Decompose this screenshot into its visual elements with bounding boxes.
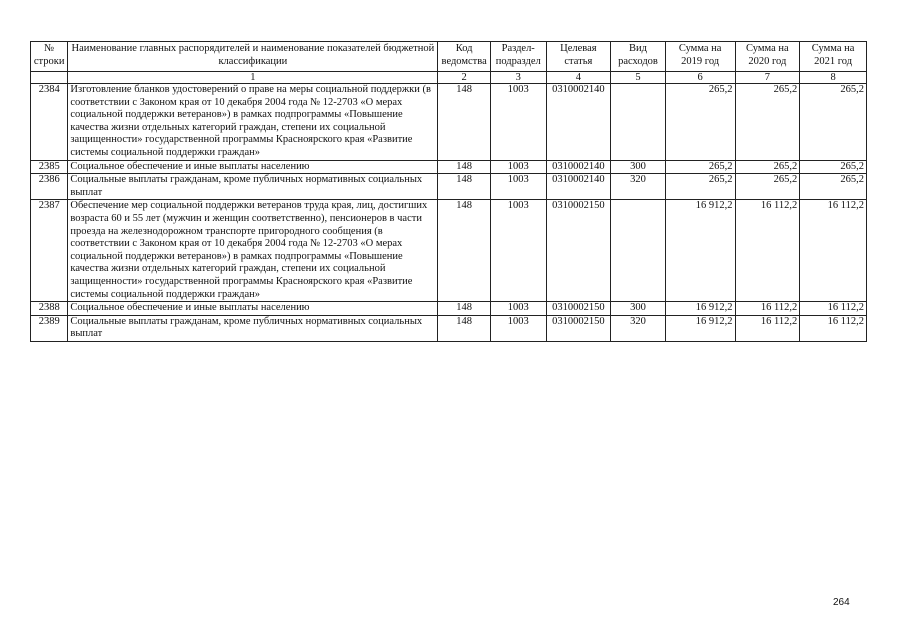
row-sum-2019: 16 912,2 (665, 302, 735, 316)
row-kod: 148 (438, 315, 491, 341)
row-sum-2021: 265,2 (800, 160, 867, 174)
header-sum-2021: Сумма на 2021 год (800, 42, 867, 72)
row-sum-2019: 265,2 (665, 174, 735, 200)
row-name: Социальное обеспечение и иные выплаты населению (68, 302, 438, 316)
row-sum-2020: 16 112,2 (735, 200, 800, 302)
row-number: 2384 (31, 84, 68, 161)
row-razdel: 1003 (490, 315, 546, 341)
row-number: 2386 (31, 174, 68, 200)
header-sum-2019: Сумма на 2019 год (665, 42, 735, 72)
row-kod: 148 (438, 174, 491, 200)
row-vid: 300 (611, 302, 666, 316)
row-sum-2021: 16 112,2 (800, 315, 867, 341)
row-vid (611, 200, 666, 302)
row-tsel: 0310002150 (546, 200, 611, 302)
column-index: 5 (611, 72, 666, 84)
row-vid: 320 (611, 174, 666, 200)
table-row (31, 84, 867, 161)
row-vid: 300 (611, 160, 666, 174)
row-number: 2389 (31, 315, 68, 341)
table-row (31, 200, 867, 302)
header-num: № строки (31, 42, 68, 72)
header-tsel: Целевая статья (546, 42, 611, 72)
row-tsel: 0310002150 (546, 315, 611, 341)
page-number: 264 (833, 597, 850, 608)
row-razdel: 1003 (490, 160, 546, 174)
budget-table (30, 41, 867, 342)
row-razdel: 1003 (490, 200, 546, 302)
row-kod: 148 (438, 84, 491, 161)
row-name: Изготовление бланков удостоверений о праве на меры социальной поддержки (в соответствии с Законом края от 10 декабря 2004 года № 12-2703 «О мерах социальной поддержки ветеранов») в рамках подпрограммы «Повышение качества жизни отдельных категорий граждан, степени их социальной защищенности» государственной программы Красноярского края «Развитие системы социальной поддержки граждан» (68, 84, 438, 161)
column-index-row (31, 72, 867, 84)
row-number: 2387 (31, 200, 68, 302)
row-name: Социальные выплаты гражданам, кроме публичных нормативных социальных выплат (68, 174, 438, 200)
row-sum-2021: 265,2 (800, 84, 867, 161)
row-vid (611, 84, 666, 161)
table-row (31, 174, 867, 200)
row-vid: 320 (611, 315, 666, 341)
column-index: 1 (68, 72, 438, 84)
row-sum-2019: 16 912,2 (665, 315, 735, 341)
row-razdel: 1003 (490, 302, 546, 316)
row-razdel: 1003 (490, 174, 546, 200)
row-number: 2388 (31, 302, 68, 316)
row-sum-2019: 265,2 (665, 84, 735, 161)
column-index: 8 (800, 72, 867, 84)
row-sum-2019: 16 912,2 (665, 200, 735, 302)
row-sum-2021: 265,2 (800, 174, 867, 200)
row-tsel: 0310002140 (546, 84, 611, 161)
table-row (31, 302, 867, 316)
row-kod: 148 (438, 302, 491, 316)
row-tsel: 0310002140 (546, 174, 611, 200)
row-sum-2020: 16 112,2 (735, 315, 800, 341)
header-name: Наименование главных распорядителей и наименование показателей бюджетной классификации (68, 42, 438, 72)
row-kod: 148 (438, 200, 491, 302)
row-number: 2385 (31, 160, 68, 174)
header-sum-2020: Сумма на 2020 год (735, 42, 800, 72)
column-index: 4 (546, 72, 611, 84)
row-sum-2020: 265,2 (735, 160, 800, 174)
table-row (31, 315, 867, 341)
row-tsel: 0310002140 (546, 160, 611, 174)
row-razdel: 1003 (490, 84, 546, 161)
row-sum-2020: 265,2 (735, 174, 800, 200)
row-tsel: 0310002150 (546, 302, 611, 316)
column-index: 7 (735, 72, 800, 84)
row-name: Социальное обеспечение и иные выплаты населению (68, 160, 438, 174)
row-sum-2020: 265,2 (735, 84, 800, 161)
row-name: Обеспечение мер социальной поддержки ветеранов труда края, лиц, достигших возраста 60 и 55 лет (мужчин и женщин соответственно), пенсионеров в части проезда на железнодорожном транспорте пригородного сообщения (в соответствии с Законом края от 10 декабря 2004 года № 12-2703 «О мерах социальной поддержки ветеранов») в рамках подпрограммы «Повышение качества жизни отдельных категорий граждан, степени их социальной защищенности» государственной программы Красноярского края «Развитие системы социальной поддержки граждан» (68, 200, 438, 302)
column-index: 6 (665, 72, 735, 84)
table-header-row (31, 42, 867, 72)
row-name: Социальные выплаты гражданам, кроме публичных нормативных социальных выплат (68, 315, 438, 341)
column-index (31, 72, 68, 84)
row-sum-2019: 265,2 (665, 160, 735, 174)
header-kod: Код ведомства (438, 42, 491, 72)
header-vid: Вид расходов (611, 42, 666, 72)
row-sum-2021: 16 112,2 (800, 302, 867, 316)
column-index: 3 (490, 72, 546, 84)
row-kod: 148 (438, 160, 491, 174)
column-index: 2 (438, 72, 491, 84)
table-row (31, 160, 867, 174)
row-sum-2020: 16 112,2 (735, 302, 800, 316)
row-sum-2021: 16 112,2 (800, 200, 867, 302)
header-razdel: Раздел- подраздел (490, 42, 546, 72)
